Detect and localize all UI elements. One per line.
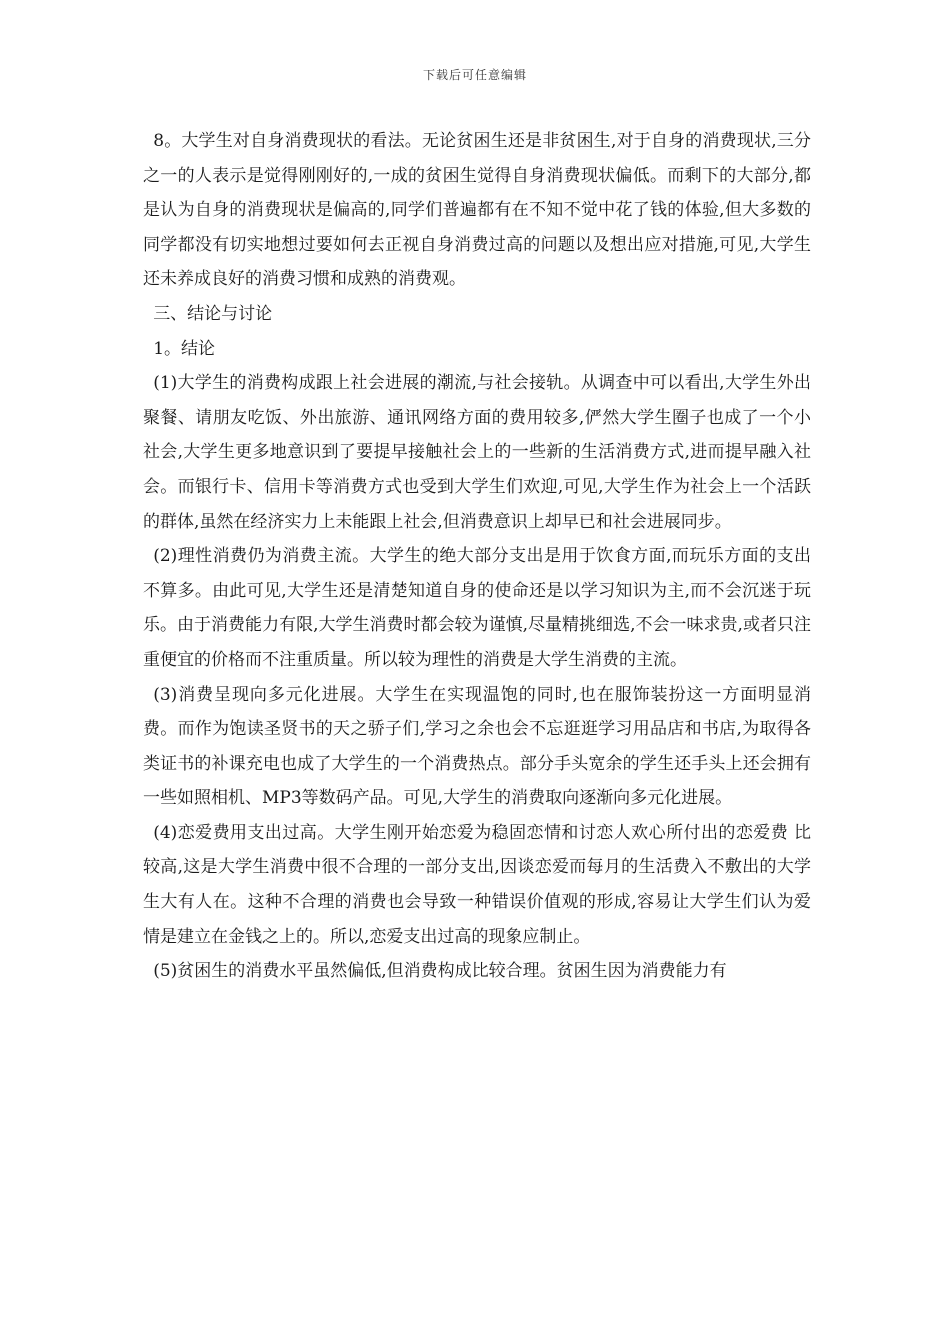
paragraph-point-5: (5)贫困生的消费水平虽然偏低,但消费构成比较合理。贫困生因为消费能力有: [153, 961, 727, 982]
paragraph-point-2: (2)理性消费仍为消费主流。大学生的绝大部分支出是用于饮食方面,而玩乐方面的支出不算多。由此可见,大学生还是清楚知道自身的使命还是以学习知识为主,而不会沉迷于玩乐。由于消费能力有限,大学生消费时都会较为谨慎,尽量精挑细选,不会一味求贵,或者只注重便宜的价格而不注重质量。所以较为理性的消费是大学生消费的主流。: [143, 546, 811, 670]
page-header: 下载后可任意编辑: [422, 68, 527, 82]
document-body: [143, 124, 811, 989]
paragraph-point-4: (4)恋爱费用支出过高。大学生刚开始恋爱为稳固恋情和讨恋人欢心所付出的恋爱费 比较高,这是大学生消费中很不合理的一部分支出,因谈恋爱而每月的生活费入不敷出的大学生大有人在。这种不合理的消费也会导致一种错误价值观的形成,容易让大学生们认为爱情是建立在金钱之上的。所以,恋爱支出过高的现象应制止。: [143, 822, 811, 947]
paragraph-point-3: (3)消费呈现向多元化进展。大学生在实现温饱的同时,也在服饰装扮这一方面明显消费。而作为饱读圣贤书的天之骄子们,学习之余也会不忘逛逛学习用品店和书店,为取得各类证书的补课充电也成了大学生的一个消费热点。部分手头宽余的学生还手头上还会拥有一些如照相机、MP3等数码产品。可见,大学生的消费取向逐渐向多元化进展。: [143, 684, 811, 809]
section-heading-conclusion: 三、结论与讨论: [153, 303, 273, 324]
paragraph-consumption-view: 8。大学生对自身消费现状的看法。无论贫困生还是非贫困生,对于自身的消费现状,三分之一的人表示是觉得刚刚好的,一成的贫困生觉得自身消费现状偏低。而剩下的大部分,都是认为自身的消费现状是偏高的,同学们普遍都有在不知不觉中花了钱的体验,但大多数的同学都没有切实地想过要如何去正视自身消费过高的问题以及想出应对措施,可见,大学生还未养成良好的消费习惯和成熟的消费观。: [143, 131, 811, 290]
paragraph-point-1: (1)大学生的消费构成跟上社会进展的潮流,与社会接轨。从调查中可以看出,大学生外出聚餐、请朋友吃饭、外出旅游、通讯网络方面的费用较多,俨然大学生圈子也成了一个小社会,大学生更多地意识到了要提早接触社会上的一些新的生活消费方式,进而提早融入社会。而银行卡、信用卡等消费方式也受到大学生们欢迎,可见,大学生作为社会上一个活跃的群体,虽然在经济实力上未能跟上社会,但消费意识上却早已和社会进展同步。: [143, 373, 811, 532]
subheading-conclusion: 1。结论: [153, 338, 216, 359]
